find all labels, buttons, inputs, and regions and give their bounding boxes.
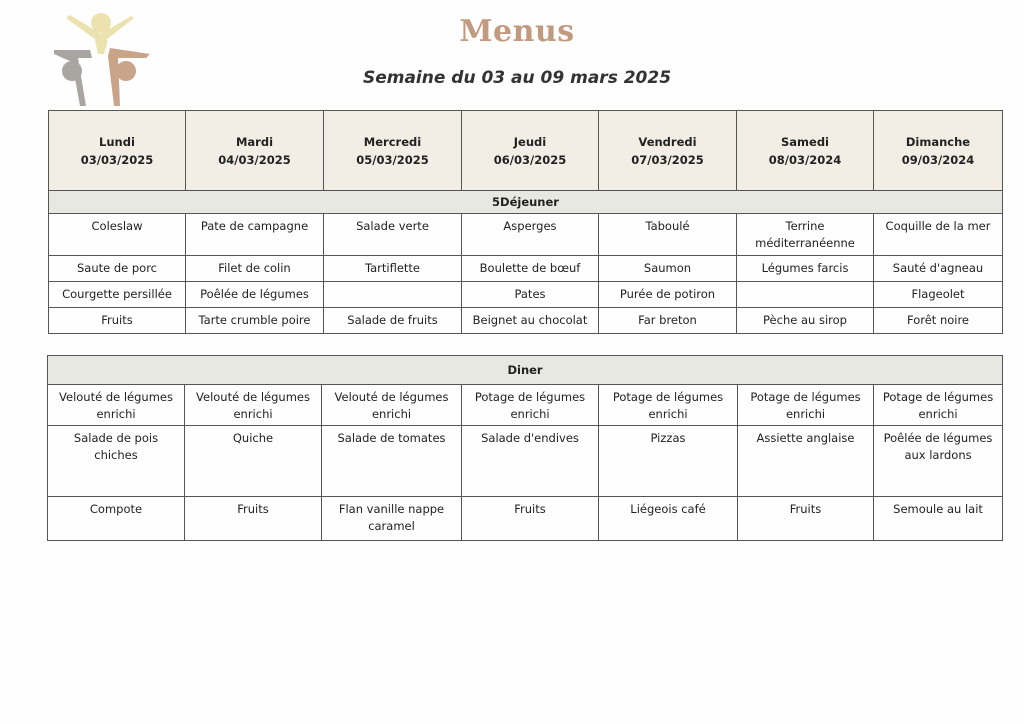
menu-cell: Terrine méditerranéenne xyxy=(737,214,874,256)
lunch-label: 5Déjeuner xyxy=(49,191,1003,214)
table-row xyxy=(49,308,1003,334)
day-header: Lundi 03/03/2025 xyxy=(49,111,186,191)
menu-cell xyxy=(737,282,874,308)
day-header: Samedi 08/03/2024 xyxy=(737,111,874,191)
menu-cell: Fruits xyxy=(462,497,599,541)
lunch-section-row xyxy=(49,191,1003,214)
menu-cell: Pizzas xyxy=(599,426,738,497)
menu-cell: Sauté d'agneau xyxy=(874,256,1003,282)
menu-cell: Saumon xyxy=(599,256,737,282)
menu-cell: Poêlée de légumes aux lardons xyxy=(874,426,1003,497)
menu-cell: Tarte crumble poire xyxy=(186,308,324,334)
menu-cell: Salade de tomates xyxy=(322,426,462,497)
menu-cell: Velouté de légumes enrichi xyxy=(322,385,462,426)
dinner-table xyxy=(47,355,1003,541)
menu-cell: Potage de légumes enrichi xyxy=(738,385,874,426)
menu-cell: Forêt noire xyxy=(874,308,1003,334)
lunch-table xyxy=(48,110,1003,334)
dinner-section-row xyxy=(48,356,1003,385)
menu-cell: Purée de potiron xyxy=(599,282,737,308)
menu-cell xyxy=(324,282,462,308)
menu-cell: Saute de porc xyxy=(49,256,186,282)
menu-cell: Coleslaw xyxy=(49,214,186,256)
menu-cell: Salade de fruits xyxy=(324,308,462,334)
menu-cell: Semoule au lait xyxy=(874,497,1003,541)
menu-cell: Flageolet xyxy=(874,282,1003,308)
menu-cell: Pèche au sirop xyxy=(737,308,874,334)
week-subtitle: Semaine du 03 au 09 mars 2025 xyxy=(362,68,672,88)
menu-cell: Far breton xyxy=(599,308,737,334)
table-row xyxy=(49,282,1003,308)
table-row xyxy=(48,385,1003,426)
menu-cell: Potage de légumes enrichi xyxy=(599,385,738,426)
table-row xyxy=(49,214,1003,256)
table-row xyxy=(48,426,1003,497)
page-title: Menus xyxy=(459,14,575,49)
days-header-row xyxy=(49,111,1003,191)
menu-cell: Pate de campagne xyxy=(186,214,324,256)
menu-cell: Pates xyxy=(462,282,599,308)
menu-cell: Potage de légumes enrichi xyxy=(462,385,599,426)
menu-cell: Salade de pois chiches xyxy=(48,426,185,497)
menu-cell: Potage de légumes enrichi xyxy=(874,385,1003,426)
menu-cell: Salade verte xyxy=(324,214,462,256)
menu-cell: Compote xyxy=(48,497,185,541)
menu-cell: Liégeois café xyxy=(599,497,738,541)
menu-cell: Coquille de la mer xyxy=(874,214,1003,256)
menu-cell: Quiche xyxy=(185,426,322,497)
dinner-label: Diner xyxy=(48,356,1003,385)
menu-cell: Assiette anglaise xyxy=(738,426,874,497)
menu-cell: Tartiflette xyxy=(324,256,462,282)
table-row xyxy=(49,256,1003,282)
menu-cell: Fruits xyxy=(738,497,874,541)
day-header: Mardi 04/03/2025 xyxy=(186,111,324,191)
menu-cell: Taboulé xyxy=(599,214,737,256)
menu-cell: Filet de colin xyxy=(186,256,324,282)
menu-cell: Légumes farcis xyxy=(737,256,874,282)
menu-cell: Velouté de légumes enrichi xyxy=(185,385,322,426)
day-header: Dimanche 09/03/2024 xyxy=(874,111,1003,191)
menu-cell: Salade d'endives xyxy=(462,426,599,497)
menu-cell: Beignet au chocolat xyxy=(462,308,599,334)
menu-cell: Velouté de légumes enrichi xyxy=(48,385,185,426)
day-header: Jeudi 06/03/2025 xyxy=(462,111,599,191)
table-row xyxy=(48,497,1003,541)
menu-cell: Asperges xyxy=(462,214,599,256)
menu-cell: Poêlée de légumes xyxy=(186,282,324,308)
day-header: Mercredi 05/03/2025 xyxy=(324,111,462,191)
menu-cell: Flan vanille nappe caramel xyxy=(322,497,462,541)
menu-cell: Courgette persillée xyxy=(49,282,186,308)
menu-cell: Fruits xyxy=(49,308,186,334)
menu-cell: Fruits xyxy=(185,497,322,541)
menu-cell: Boulette de bœuf xyxy=(462,256,599,282)
day-header: Vendredi 07/03/2025 xyxy=(599,111,737,191)
